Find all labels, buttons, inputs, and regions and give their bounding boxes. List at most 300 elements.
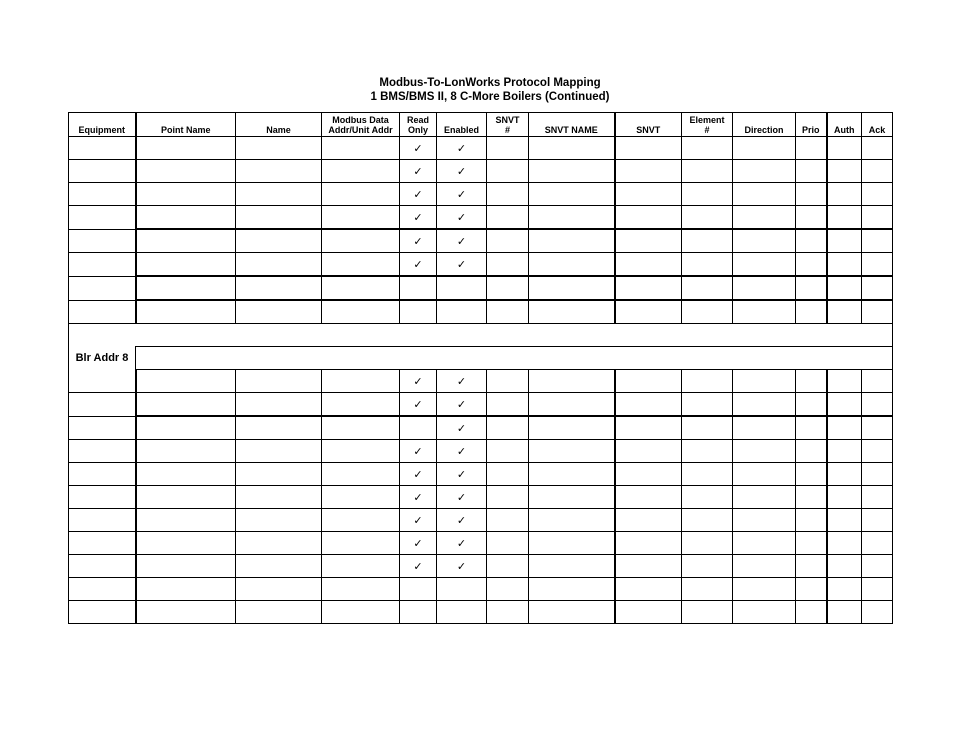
ack-cell — [862, 183, 893, 206]
snvt-name-cell — [529, 137, 615, 160]
prio-cell — [796, 137, 827, 160]
snvt-number-cell — [487, 601, 529, 624]
read-only-cell — [400, 253, 437, 277]
element-number-cell — [682, 601, 733, 624]
prio-cell — [796, 300, 827, 324]
col-prio: Prio — [796, 113, 827, 137]
ack-cell — [862, 463, 893, 486]
snvt-name-cell — [529, 229, 615, 253]
snvt-number-cell — [487, 229, 529, 253]
table-row — [69, 486, 893, 509]
auth-cell — [827, 300, 862, 324]
read-only-cell — [400, 137, 437, 160]
snvt-name-cell — [529, 206, 615, 230]
checkmark-icon: ✓ — [456, 421, 467, 435]
name-cell — [236, 532, 322, 555]
equipment-cell — [69, 578, 136, 601]
prio-cell — [796, 229, 827, 253]
snvt-number-cell — [487, 300, 529, 324]
spacer-row — [69, 324, 893, 347]
equipment-cell — [69, 416, 136, 440]
enabled-cell — [437, 440, 487, 463]
equipment-cell — [69, 509, 136, 532]
name-cell — [236, 486, 322, 509]
equipment-cell — [69, 300, 136, 324]
enabled-cell — [437, 160, 487, 183]
ack-cell — [862, 253, 893, 277]
element-number-cell — [682, 509, 733, 532]
read-only-cell — [400, 555, 437, 578]
snvt-cell — [615, 393, 682, 417]
read-only-cell — [400, 463, 437, 486]
checkmark-icon: ✓ — [413, 397, 423, 411]
modbus-addr-cell — [322, 532, 400, 555]
table-row — [69, 532, 893, 555]
modbus-addr-cell — [322, 206, 400, 230]
name-cell — [236, 509, 322, 532]
col-auth: Auth — [827, 113, 862, 137]
read-only-cell — [400, 578, 437, 601]
element-number-cell — [682, 276, 733, 300]
snvt-name-cell — [529, 253, 615, 277]
snvt-name-cell — [529, 440, 615, 463]
modbus-addr-cell — [322, 440, 400, 463]
snvt-number-cell — [487, 206, 529, 230]
name-cell — [236, 300, 322, 324]
col-point-name: Point Name — [136, 113, 236, 137]
snvt-name-cell — [529, 393, 615, 417]
element-number-cell — [682, 253, 733, 277]
prio-cell — [796, 440, 827, 463]
snvt-cell — [615, 206, 682, 230]
point-name-cell — [136, 229, 236, 253]
snvt-cell — [615, 486, 682, 509]
checkmark-icon: ✓ — [456, 234, 467, 248]
element-number-cell — [682, 137, 733, 160]
snvt-number-cell — [487, 486, 529, 509]
direction-cell — [733, 276, 796, 300]
snvt-cell — [615, 183, 682, 206]
element-number-cell — [682, 300, 733, 324]
enabled-cell — [437, 601, 487, 624]
direction-cell — [733, 160, 796, 183]
snvt-name-cell — [529, 416, 615, 440]
element-number-cell — [682, 370, 733, 393]
modbus-addr-cell — [322, 160, 400, 183]
auth-cell — [827, 416, 862, 440]
read-only-cell — [400, 183, 437, 206]
element-number-cell — [682, 486, 733, 509]
table-row — [69, 206, 893, 230]
checkmark-icon: ✓ — [456, 187, 467, 201]
auth-cell — [827, 253, 862, 277]
equipment-label: Blr Addr 8 — [69, 347, 136, 370]
equipment-cell — [69, 440, 136, 463]
equipment-cell — [69, 137, 136, 160]
read-only-cell — [400, 206, 437, 230]
enabled-cell — [437, 578, 487, 601]
name-cell — [236, 601, 322, 624]
direction-cell — [733, 206, 796, 230]
table-row — [69, 440, 893, 463]
checkmark-icon: ✓ — [456, 559, 467, 573]
snvt-name-cell — [529, 276, 615, 300]
element-number-cell — [682, 532, 733, 555]
table-row — [69, 160, 893, 183]
ack-cell — [862, 532, 893, 555]
checkmark-icon: ✓ — [413, 559, 423, 573]
point-name-cell — [136, 137, 236, 160]
point-name-cell — [136, 555, 236, 578]
snvt-number-cell — [487, 393, 529, 417]
element-number-cell — [682, 440, 733, 463]
checkmark-icon: ✓ — [456, 490, 467, 504]
col-snvt: SNVT — [615, 113, 682, 137]
equipment-cell — [69, 253, 136, 277]
snvt-name-cell — [529, 578, 615, 601]
ack-cell — [862, 486, 893, 509]
snvt-cell — [615, 276, 682, 300]
enabled-cell — [437, 555, 487, 578]
snvt-number-cell — [487, 183, 529, 206]
table-row — [69, 393, 893, 417]
direction-cell — [733, 440, 796, 463]
snvt-number-cell — [487, 578, 529, 601]
enabled-cell — [437, 137, 487, 160]
equipment-cell — [69, 183, 136, 206]
snvt-name-cell — [529, 160, 615, 183]
checkmark-icon: ✓ — [413, 444, 423, 458]
checkmark-icon: ✓ — [456, 513, 467, 527]
point-name-cell — [136, 300, 236, 324]
read-only-cell — [400, 370, 437, 393]
prio-cell — [796, 183, 827, 206]
snvt-cell — [615, 578, 682, 601]
direction-cell — [733, 509, 796, 532]
snvt-cell — [615, 440, 682, 463]
point-name-cell — [136, 416, 236, 440]
point-name-cell — [136, 276, 236, 300]
modbus-addr-cell — [322, 229, 400, 253]
snvt-cell — [615, 532, 682, 555]
read-only-cell — [400, 416, 437, 440]
ack-cell — [862, 160, 893, 183]
checkmark-icon: ✓ — [413, 490, 423, 504]
modbus-addr-cell — [322, 253, 400, 277]
read-only-cell — [400, 229, 437, 253]
snvt-number-cell — [487, 370, 529, 393]
equipment-label-row — [69, 347, 893, 370]
checkmark-icon: ✓ — [413, 141, 423, 155]
direction-cell — [733, 463, 796, 486]
read-only-cell — [400, 160, 437, 183]
table-row — [69, 555, 893, 578]
auth-cell — [827, 555, 862, 578]
read-only-cell — [400, 486, 437, 509]
modbus-addr-cell — [322, 276, 400, 300]
name-cell — [236, 370, 322, 393]
enabled-cell — [437, 370, 487, 393]
table-row — [69, 276, 893, 300]
name-cell — [236, 253, 322, 277]
snvt-cell — [615, 253, 682, 277]
snvt-cell — [615, 463, 682, 486]
enabled-cell — [437, 183, 487, 206]
element-number-cell — [682, 229, 733, 253]
snvt-cell — [615, 509, 682, 532]
table-row — [69, 509, 893, 532]
snvt-cell — [615, 137, 682, 160]
direction-cell — [733, 370, 796, 393]
table-row — [69, 601, 893, 624]
enabled-cell — [437, 509, 487, 532]
prio-cell — [796, 532, 827, 555]
name-cell — [236, 160, 322, 183]
point-name-cell — [136, 440, 236, 463]
table-row — [69, 416, 893, 440]
modbus-addr-cell — [322, 463, 400, 486]
direction-cell — [733, 229, 796, 253]
snvt-number-cell — [487, 160, 529, 183]
equipment-cell — [69, 160, 136, 183]
point-name-cell — [136, 253, 236, 277]
checkmark-icon: ✓ — [413, 187, 423, 201]
auth-cell — [827, 509, 862, 532]
name-cell — [236, 555, 322, 578]
modbus-addr-cell — [322, 370, 400, 393]
prio-cell — [796, 463, 827, 486]
read-only-cell — [400, 393, 437, 417]
col-name: Name — [236, 113, 322, 137]
auth-cell — [827, 370, 862, 393]
point-name-cell — [136, 578, 236, 601]
element-number-cell — [682, 160, 733, 183]
checkmark-icon: ✓ — [413, 467, 423, 481]
equipment-cell — [69, 601, 136, 624]
prio-cell — [796, 416, 827, 440]
col-direction: Direction — [733, 113, 796, 137]
enabled-cell — [437, 229, 487, 253]
table-row — [69, 370, 893, 393]
direction-cell — [733, 300, 796, 324]
auth-cell — [827, 532, 862, 555]
modbus-addr-cell — [322, 601, 400, 624]
point-name-cell — [136, 601, 236, 624]
point-name-cell — [136, 486, 236, 509]
equipment-cell — [69, 463, 136, 486]
prio-cell — [796, 370, 827, 393]
ack-cell — [862, 370, 893, 393]
snvt-number-cell — [487, 137, 529, 160]
point-name-cell — [136, 393, 236, 417]
ack-cell — [862, 137, 893, 160]
ack-cell — [862, 601, 893, 624]
snvt-name-cell — [529, 555, 615, 578]
name-cell — [236, 578, 322, 601]
direction-cell — [733, 183, 796, 206]
header-row — [69, 113, 893, 137]
modbus-addr-cell — [322, 509, 400, 532]
direction-cell — [733, 578, 796, 601]
checkmark-icon: ✓ — [413, 513, 423, 527]
read-only-cell — [400, 509, 437, 532]
auth-cell — [827, 463, 862, 486]
checkmark-icon: ✓ — [413, 536, 423, 550]
checkmark-icon: ✓ — [456, 210, 467, 224]
ack-cell — [862, 276, 893, 300]
auth-cell — [827, 578, 862, 601]
enabled-cell — [437, 463, 487, 486]
read-only-cell — [400, 300, 437, 324]
modbus-addr-cell — [322, 393, 400, 417]
checkmark-icon: ✓ — [413, 374, 423, 388]
element-number-cell — [682, 578, 733, 601]
snvt-cell — [615, 416, 682, 440]
name-cell — [236, 229, 322, 253]
table-row — [69, 463, 893, 486]
checkmark-icon: ✓ — [456, 164, 467, 178]
modbus-addr-cell — [322, 555, 400, 578]
ack-cell — [862, 555, 893, 578]
prio-cell — [796, 601, 827, 624]
checkmark-icon: ✓ — [456, 397, 467, 411]
snvt-name-cell — [529, 183, 615, 206]
direction-cell — [733, 137, 796, 160]
table-row — [69, 578, 893, 601]
checkmark-icon: ✓ — [456, 374, 467, 388]
col-ack: Ack — [862, 113, 893, 137]
checkmark-icon: ✓ — [456, 444, 467, 458]
snvt-number-cell — [487, 555, 529, 578]
element-number-cell — [682, 183, 733, 206]
element-number-cell — [682, 463, 733, 486]
auth-cell — [827, 206, 862, 230]
ack-cell — [862, 509, 893, 532]
name-cell — [236, 440, 322, 463]
enabled-cell — [437, 486, 487, 509]
table-row — [69, 300, 893, 324]
modbus-addr-cell — [322, 300, 400, 324]
snvt-number-cell — [487, 416, 529, 440]
col-modbus-data-addr: Modbus Data Addr/Unit Addr — [322, 113, 400, 137]
direction-cell — [733, 555, 796, 578]
modbus-addr-cell — [322, 137, 400, 160]
snvt-number-cell — [487, 509, 529, 532]
point-name-cell — [136, 532, 236, 555]
col-equipment: Equipment — [69, 113, 136, 137]
auth-cell — [827, 393, 862, 417]
read-only-cell — [400, 532, 437, 555]
name-cell — [236, 206, 322, 230]
point-name-cell — [136, 206, 236, 230]
snvt-cell — [615, 300, 682, 324]
auth-cell — [827, 276, 862, 300]
snvt-cell — [615, 229, 682, 253]
snvt-name-cell — [529, 601, 615, 624]
modbus-addr-cell — [322, 578, 400, 601]
snvt-name-cell — [529, 486, 615, 509]
prio-cell — [796, 206, 827, 230]
title-line-2: 1 BMS/BMS II, 8 C-More Boilers (Continued) — [370, 91, 610, 103]
name-cell — [236, 183, 322, 206]
equipment-cell — [69, 206, 136, 230]
snvt-name-cell — [529, 463, 615, 486]
checkmark-icon: ✓ — [456, 467, 467, 481]
equipment-cell — [69, 555, 136, 578]
snvt-cell — [615, 160, 682, 183]
enabled-cell — [437, 253, 487, 277]
modbus-addr-cell — [322, 486, 400, 509]
snvt-number-cell — [487, 253, 529, 277]
equipment-cell — [69, 276, 136, 300]
checkmark-icon: ✓ — [456, 536, 467, 550]
direction-cell — [733, 253, 796, 277]
equipment-cell — [69, 532, 136, 555]
snvt-cell — [615, 555, 682, 578]
prio-cell — [796, 276, 827, 300]
modbus-addr-cell — [322, 416, 400, 440]
direction-cell — [733, 393, 796, 417]
prio-cell — [796, 555, 827, 578]
prio-cell — [796, 253, 827, 277]
ack-cell — [862, 300, 893, 324]
element-number-cell — [682, 206, 733, 230]
equipment-cell — [69, 229, 136, 253]
prio-cell — [796, 578, 827, 601]
name-cell — [236, 393, 322, 417]
protocol-mapping-table — [68, 112, 893, 624]
checkmark-icon: ✓ — [456, 257, 467, 271]
name-cell — [236, 137, 322, 160]
auth-cell — [827, 601, 862, 624]
ack-cell — [862, 440, 893, 463]
modbus-addr-cell — [322, 183, 400, 206]
direction-cell — [733, 416, 796, 440]
point-name-cell — [136, 509, 236, 532]
col-snvt-number: SNVT # — [487, 113, 529, 137]
element-number-cell — [682, 416, 733, 440]
table-row — [69, 137, 893, 160]
snvt-number-cell — [487, 440, 529, 463]
snvt-number-cell — [487, 276, 529, 300]
enabled-cell — [437, 416, 487, 440]
auth-cell — [827, 440, 862, 463]
checkmark-icon: ✓ — [456, 141, 467, 155]
col-read-only: Read Only — [400, 113, 437, 137]
name-cell — [236, 276, 322, 300]
prio-cell — [796, 486, 827, 509]
name-cell — [236, 416, 322, 440]
table-row — [69, 229, 893, 253]
enabled-cell — [437, 532, 487, 555]
col-enabled: Enabled — [437, 113, 487, 137]
snvt-name-cell — [529, 509, 615, 532]
direction-cell — [733, 601, 796, 624]
auth-cell — [827, 137, 862, 160]
checkmark-icon: ✓ — [413, 234, 423, 248]
snvt-name-cell — [529, 370, 615, 393]
auth-cell — [827, 229, 862, 253]
table-row — [69, 253, 893, 277]
point-name-cell — [136, 183, 236, 206]
checkmark-icon: ✓ — [413, 257, 423, 271]
ack-cell — [862, 229, 893, 253]
ack-cell — [862, 393, 893, 417]
equipment-cell — [69, 486, 136, 509]
checkmark-icon: ✓ — [413, 210, 423, 224]
name-cell — [236, 463, 322, 486]
ack-cell — [862, 416, 893, 440]
